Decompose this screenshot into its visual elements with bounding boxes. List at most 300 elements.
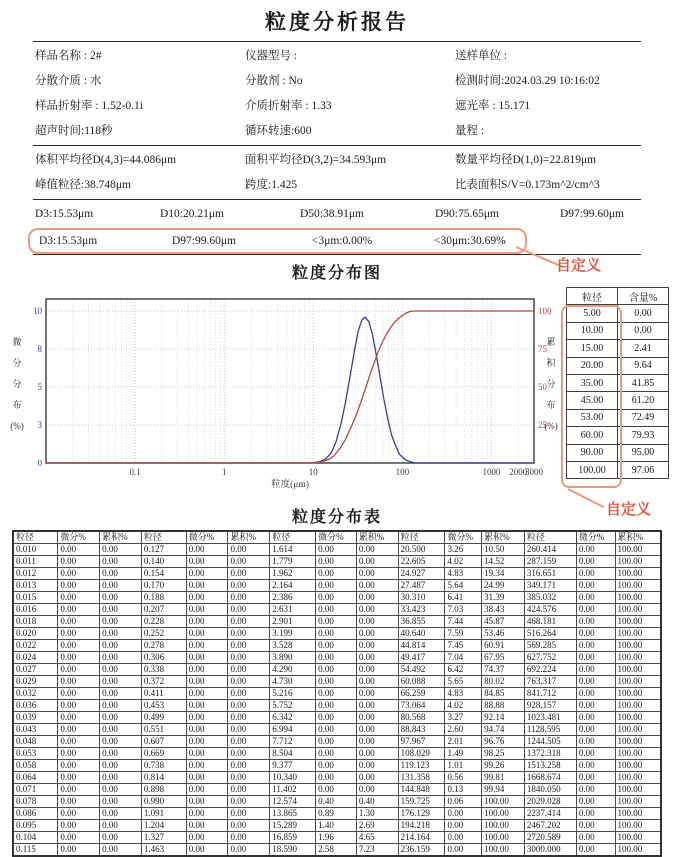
table-cell: 0.00 (228, 796, 270, 808)
table-cell: 0.00 (228, 676, 270, 688)
info-field: 样品名称 : 2# (35, 50, 102, 62)
table-cell: 0.338 (141, 664, 186, 676)
table-cell: 7.712 (270, 736, 316, 748)
right-axis-title: (%) (544, 421, 558, 431)
table-cell: 9.64 (618, 357, 669, 374)
table-cell: 2.58 (316, 844, 357, 857)
table-cell: 0.00 (100, 832, 142, 844)
column-header: 粒径 (524, 531, 576, 544)
table-cell: 0.115 (13, 844, 58, 857)
table-cell: 1.962 (270, 568, 316, 580)
table-cell: 100.00 (615, 760, 661, 772)
table-cell: 24.99 (482, 580, 525, 592)
table-cell: 4.730 (270, 676, 316, 688)
table-cell: 2.901 (270, 616, 316, 628)
table-row (13, 808, 661, 820)
table-cell: 49.417 (398, 652, 445, 664)
table-cell: 0.00 (186, 712, 228, 724)
curve-differential (46, 317, 534, 463)
table-cell: 0.013 (13, 580, 58, 592)
table-cell: 424.576 (524, 604, 576, 616)
report-page (0, 6, 674, 854)
stat-field: 数量平均径D(1,0)=22.819μm (455, 154, 597, 166)
table-cell: 0.00 (100, 664, 142, 676)
table-row (567, 444, 669, 461)
table-cell: 0.00 (576, 844, 615, 857)
table-cell: 1128.595 (524, 724, 576, 736)
table-cell: 100.00 (615, 592, 661, 604)
table-cell: 7.44 (445, 616, 482, 628)
table-cell: 0.00 (100, 544, 142, 556)
table-row (13, 784, 661, 796)
table-cell: 100.00 (615, 652, 661, 664)
table-cell: 0.00 (316, 700, 357, 712)
table-cell: 1840.050 (524, 784, 576, 796)
table-cell: 0.00 (576, 544, 615, 556)
table-cell: 0.00 (58, 700, 100, 712)
table-cell: 100.00 (615, 688, 661, 700)
table-cell: 100.00 (615, 544, 661, 556)
table-cell: 0.00 (228, 652, 270, 664)
table-cell: 60.91 (482, 640, 525, 652)
x-axis-tick: 1000 (482, 467, 501, 477)
column-header: 微分% (445, 531, 482, 544)
table-cell: 0.00 (618, 322, 669, 339)
table-cell: 0.00 (228, 568, 270, 580)
d-value: D90:75.65μm (435, 208, 499, 220)
table-cell: 0.00 (228, 736, 270, 748)
sample-info-grid (0, 42, 674, 145)
table-cell: 0.00 (445, 844, 482, 857)
table-cell: 0.00 (58, 580, 100, 592)
right-axis-tick: 50 (538, 382, 547, 392)
table-cell: 100.00 (615, 724, 661, 736)
left-axis-tick: 5 (37, 382, 42, 392)
table-cell: 0.00 (58, 760, 100, 772)
table-cell: 0.00 (576, 784, 615, 796)
table-row (13, 700, 661, 712)
table-cell: 0.00 (228, 784, 270, 796)
custom-values-box (28, 228, 527, 254)
table-cell: 0.00 (356, 772, 398, 784)
table-cell: 0.00 (100, 628, 142, 640)
x-axis-tick: 1 (221, 467, 227, 477)
table-cell: 99.26 (482, 760, 525, 772)
table-cell: 100.00 (615, 748, 661, 760)
table-cell: 0.00 (186, 748, 228, 760)
table-cell: 0.00 (58, 772, 100, 784)
custom-value: <3μm:0.00% (312, 235, 373, 247)
x-axis-label: 粒度(μm) (271, 480, 309, 490)
table-cell: 2.41 (618, 340, 669, 357)
table-cell: 0.252 (141, 628, 186, 640)
table-cell: 0.00 (576, 592, 615, 604)
table-cell: 96.76 (482, 736, 525, 748)
table-cell: 0.551 (141, 724, 186, 736)
table-cell: 92.14 (482, 712, 525, 724)
table-cell: 1.327 (141, 832, 186, 844)
table-cell: 100.00 (482, 832, 525, 844)
table-cell: 763.317 (524, 676, 576, 688)
info-field: 检测时间:2024.03.29 10:16:02 (455, 75, 600, 87)
right-axis-tick: 100 (538, 306, 552, 316)
table-header-row (13, 531, 661, 544)
table-cell: 0.00 (100, 808, 142, 820)
table-cell: 0.00 (100, 688, 142, 700)
table-cell: 0.127 (141, 544, 186, 556)
table-cell: 45.00 (567, 392, 618, 409)
table-cell: 0.00 (228, 844, 270, 857)
table-cell: 33.423 (398, 604, 445, 616)
table-cell: 0.00 (356, 580, 398, 592)
table-cell: 0.00 (186, 592, 228, 604)
table-cell: 0.00 (100, 760, 142, 772)
table-cell: 61.20 (618, 392, 669, 409)
table-cell: 119.123 (398, 760, 445, 772)
table-cell: 4.02 (445, 556, 482, 568)
table-cell: 100.00 (615, 796, 661, 808)
table-row (13, 544, 661, 556)
table-cell: 100.00 (615, 832, 661, 844)
table-cell: 0.00 (316, 724, 357, 736)
table-cell: 0.012 (13, 568, 58, 580)
table-cell: 27.487 (398, 580, 445, 592)
table-cell: 40.640 (398, 628, 445, 640)
table-cell: 2.69 (356, 820, 398, 832)
table-cell: 0.00 (58, 712, 100, 724)
table-cell: 0.00 (576, 688, 615, 700)
table-cell: 100.00 (615, 616, 661, 628)
table-cell: 0.00 (100, 580, 142, 592)
table-cell: 0.078 (13, 796, 58, 808)
table-cell: 0.00 (576, 796, 615, 808)
table-cell: 841.712 (524, 688, 576, 700)
table-cell: 4.290 (270, 664, 316, 676)
table-cell: 30.310 (398, 592, 445, 604)
table-cell: 3.199 (270, 628, 316, 640)
table-cell: 0.00 (58, 640, 100, 652)
table-cell: 0.00 (228, 820, 270, 832)
table-cell: 0.00 (316, 676, 357, 688)
table-cell: 100.00 (615, 712, 661, 724)
table-cell: 0.00 (356, 616, 398, 628)
table-cell: 2720.589 (524, 832, 576, 844)
table-cell: 7.03 (445, 604, 482, 616)
table-row (13, 676, 661, 688)
table-cell: 0.036 (13, 700, 58, 712)
table-cell: 0.00 (356, 664, 398, 676)
table-cell: 0.00 (576, 640, 615, 652)
table-cell: 0.00 (228, 808, 270, 820)
table-cell: 0.00 (58, 796, 100, 808)
table-cell: 0.048 (13, 736, 58, 748)
table-cell: 6.42 (445, 664, 482, 676)
right-axis-title: 分 (546, 379, 556, 389)
x-axis-tick: 2000 (509, 467, 528, 477)
table-cell: 0.00 (316, 652, 357, 664)
column-header: 粒径 (13, 531, 58, 544)
table-cell: 0.00 (316, 544, 357, 556)
table-row (567, 409, 669, 426)
column-header: 微分% (576, 531, 615, 544)
table-cell: 0.095 (13, 820, 58, 832)
d-value: D50:38.91μm (300, 208, 364, 220)
table-cell: 0.140 (141, 556, 186, 568)
table-cell: 0.00 (576, 664, 615, 676)
table-cell: 8.504 (270, 748, 316, 760)
table-cell: 0.00 (356, 784, 398, 796)
table-cell: 0.00 (576, 760, 615, 772)
table-cell: 5.65 (445, 676, 482, 688)
table-cell: 4.02 (445, 700, 482, 712)
x-axis-tick: 3000 (525, 467, 543, 477)
table-cell: 5.752 (270, 700, 316, 712)
table-cell: 0.00 (316, 688, 357, 700)
x-axis-tick: 100 (395, 467, 410, 477)
table-cell: 0.00 (100, 724, 142, 736)
table-cell: 176.129 (398, 808, 445, 820)
table-cell: 10.50 (482, 544, 525, 556)
right-axis-title: 累 (546, 337, 556, 347)
table-row (567, 322, 669, 339)
distribution-chart (4, 287, 560, 499)
left-axis-tick: 8 (37, 344, 42, 354)
table-cell: 0.018 (13, 616, 58, 628)
table-cell: 5.00 (567, 305, 618, 322)
table-cell: 1.779 (270, 556, 316, 568)
x-axis-tick: 0.1 (129, 467, 141, 477)
table-cell: 0.00 (58, 664, 100, 676)
table-cell: 0.411 (141, 688, 186, 700)
table-cell: 0.00 (356, 676, 398, 688)
table-cell: 4.65 (356, 832, 398, 844)
table-cell: 35.00 (567, 374, 618, 391)
table-cell: 0.00 (100, 820, 142, 832)
info-field: 样品折射率 : 1.52-0.1i (35, 100, 143, 112)
table-cell: 0.00 (316, 580, 357, 592)
table-cell: 6.342 (270, 712, 316, 724)
table-cell: 1.614 (270, 544, 316, 556)
table-cell: 100.00 (615, 568, 661, 580)
table-cell: 4.83 (445, 688, 482, 700)
table-cell: 97.06 (618, 461, 669, 478)
table-cell: 0.00 (186, 544, 228, 556)
table-cell: 0.00 (100, 784, 142, 796)
info-field: 分散剂 : No (245, 75, 303, 87)
table-cell: 0.00 (186, 580, 228, 592)
table-cell: 0.00 (316, 592, 357, 604)
table-cell: 0.00 (100, 640, 142, 652)
table-cell: 0.00 (228, 688, 270, 700)
table-cell: 0.039 (13, 712, 58, 724)
table-cell: 0.00 (186, 700, 228, 712)
table-cell: 0.029 (13, 676, 58, 688)
table-cell: 1023.481 (524, 712, 576, 724)
table-cell: 0.00 (186, 568, 228, 580)
table-cell: 0.00 (356, 652, 398, 664)
table-cell: 0.020 (13, 628, 58, 640)
table-cell: 100.00 (615, 736, 661, 748)
table-cell: 131.358 (398, 772, 445, 784)
table-cell: 3.528 (270, 640, 316, 652)
table-cell: 15.289 (270, 820, 316, 832)
table-cell: 44.814 (398, 640, 445, 652)
plot-frame (46, 299, 534, 463)
table-cell: 0.06 (445, 796, 482, 808)
table-cell: 0.00 (576, 556, 615, 568)
table-cell: 0.00 (576, 568, 615, 580)
table-cell: 287.159 (524, 556, 576, 568)
table-cell: 0.00 (356, 736, 398, 748)
table-cell: 108.029 (398, 748, 445, 760)
table-cell: 0.00 (356, 592, 398, 604)
table-cell: 0.00 (186, 676, 228, 688)
table-cell: 100.00 (482, 808, 525, 820)
table-cell: 0.00 (186, 784, 228, 796)
side-annotation-label: 自定义 (606, 501, 652, 518)
table-cell: 260.414 (524, 544, 576, 556)
table-cell: 0.00 (100, 748, 142, 760)
table-cell: 100.00 (615, 808, 661, 820)
table-cell: 0.00 (316, 712, 357, 724)
chart-title: 粒度分布图 (291, 265, 382, 282)
custom-annotation-label: 自定义 (556, 257, 602, 274)
table-cell: 100.00 (482, 844, 525, 857)
table-row (567, 340, 669, 357)
distribution-table (12, 530, 662, 857)
table-cell: 3.27 (445, 712, 482, 724)
table-cell: 2029.028 (524, 796, 576, 808)
table-cell: 67.95 (482, 652, 525, 664)
table-cell: 0.00 (100, 700, 142, 712)
table-cell: 0.00 (228, 556, 270, 568)
table-cell: 0.738 (141, 760, 186, 772)
table-cell: 0.00 (316, 784, 357, 796)
column-header: 累积% (482, 531, 525, 544)
table-cell: 80.568 (398, 712, 445, 724)
table-cell: 349.171 (524, 580, 576, 592)
table-cell: 38.43 (482, 604, 525, 616)
table-cell: 1.30 (356, 808, 398, 820)
table-cell: 80.02 (482, 676, 525, 688)
table-cell: 0.00 (186, 628, 228, 640)
table-cell: 2.386 (270, 592, 316, 604)
table-cell: 98.25 (482, 748, 525, 760)
table-cell: 0.207 (141, 604, 186, 616)
table-cell: 0.00 (58, 748, 100, 760)
table-cell: 2.01 (445, 736, 482, 748)
table-cell: 0.00 (356, 700, 398, 712)
table-row (13, 796, 661, 808)
table-cell: 0.00 (186, 736, 228, 748)
table-cell: 0.00 (186, 760, 228, 772)
table-cell: 22.605 (398, 556, 445, 568)
table-cell: 45.87 (482, 616, 525, 628)
table-cell: 0.00 (100, 604, 142, 616)
table-cell: 0.00 (186, 604, 228, 616)
table-cell: 0.00 (100, 676, 142, 688)
table-cell: 516.264 (524, 628, 576, 640)
table-cell: 9.377 (270, 760, 316, 772)
table-row (13, 664, 661, 676)
table-cell: 15.00 (567, 340, 618, 357)
table-cell: 0.00 (576, 808, 615, 820)
right-axis-title: 布 (546, 400, 556, 410)
table-cell: 0.00 (58, 604, 100, 616)
table-cell: 0.00 (576, 832, 615, 844)
table-cell: 0.00 (576, 604, 615, 616)
table-cell: 36.855 (398, 616, 445, 628)
right-axis-tick: 75 (538, 344, 547, 354)
table-cell: 468.181 (524, 616, 576, 628)
table-cell: 0.00 (58, 556, 100, 568)
table-cell: 0.00 (58, 724, 100, 736)
info-field: 循环转速:600 (245, 125, 312, 137)
table-cell: 100.00 (615, 604, 661, 616)
table-cell: 0.00 (316, 604, 357, 616)
table-cell: 0.00 (576, 628, 615, 640)
table-cell: 0.00 (316, 760, 357, 772)
table-cell: 88.88 (482, 700, 525, 712)
table-cell: 1.01 (445, 760, 482, 772)
column-header: 微分% (186, 531, 228, 544)
table-cell: 0.00 (576, 724, 615, 736)
table-cell: 100.00 (482, 796, 525, 808)
table-cell: 0.00 (58, 784, 100, 796)
table-cell: 5.64 (445, 580, 482, 592)
left-axis-title: (%) (10, 421, 24, 431)
right-axis-title: 积 (546, 358, 556, 368)
table-cell: 100.00 (615, 640, 661, 652)
table-cell: 90.00 (567, 444, 618, 461)
table-cell: 100.00 (567, 461, 618, 478)
table-cell: 100.00 (615, 580, 661, 592)
table-cell: 0.00 (228, 712, 270, 724)
table-cell: 0.00 (228, 628, 270, 640)
table-cell: 0.990 (141, 796, 186, 808)
table-cell: 0.00 (576, 820, 615, 832)
table-row (13, 844, 661, 857)
table-cell: 569.285 (524, 640, 576, 652)
table-cell: 0.00 (576, 736, 615, 748)
table-cell: 0.00 (186, 820, 228, 832)
table-cell: 100.00 (615, 664, 661, 676)
column-header: 累积% (228, 531, 270, 544)
table-cell: 0.00 (186, 688, 228, 700)
table-cell: 0.00 (356, 604, 398, 616)
table-cell: 100.00 (615, 844, 661, 857)
table-cell: 385.032 (524, 592, 576, 604)
table-row (13, 628, 661, 640)
table-cell: 0.064 (13, 772, 58, 784)
info-field: 超声时间:118秒 (35, 125, 113, 137)
d-value: D3:15.53μm (35, 208, 94, 220)
table-cell: 0.00 (100, 772, 142, 784)
table-cell: 0.499 (141, 712, 186, 724)
table-cell: 0.00 (186, 796, 228, 808)
table-cell: 0.00 (356, 688, 398, 700)
table-header-row (567, 288, 669, 305)
d-value: D10:20.21μm (160, 208, 224, 220)
table-row (13, 568, 661, 580)
left-axis-tick: 0 (37, 458, 42, 468)
table-cell: 0.00 (356, 568, 398, 580)
table-cell: 66.259 (398, 688, 445, 700)
table-row (13, 760, 661, 772)
table-cell: 0.00 (316, 736, 357, 748)
column-header: 累积% (615, 531, 661, 544)
table-row (13, 580, 661, 592)
